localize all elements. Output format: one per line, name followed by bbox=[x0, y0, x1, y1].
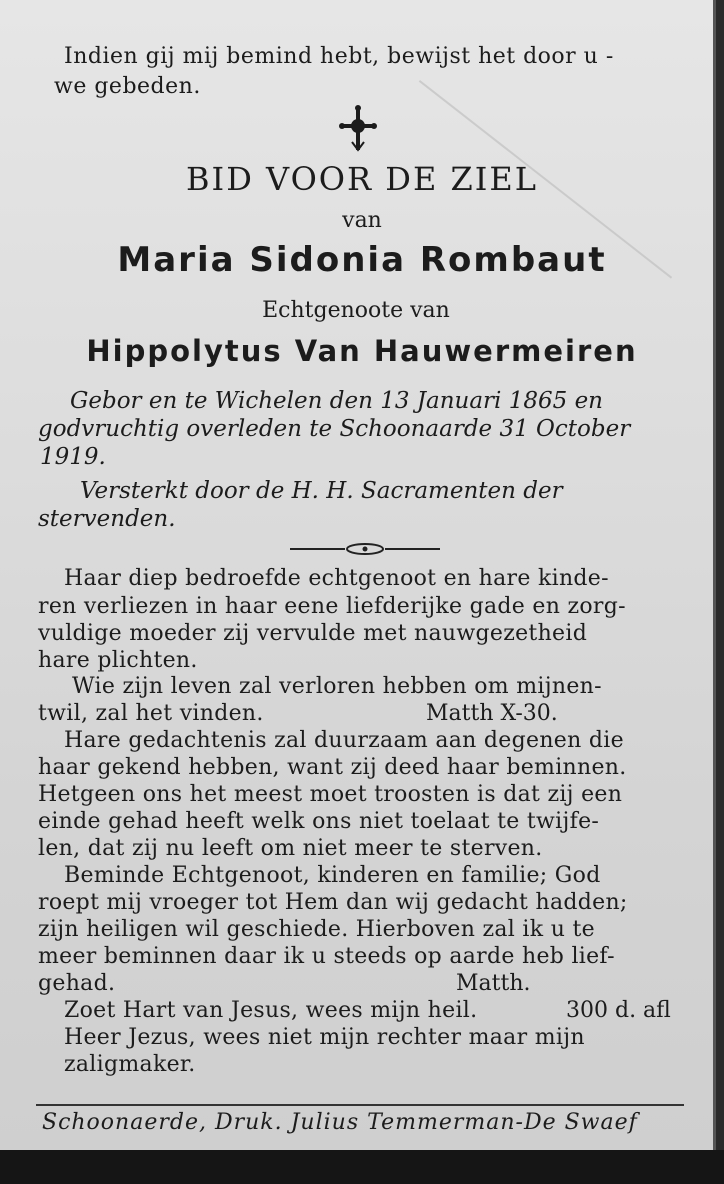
body-line-2: ren verliezen in haar eene liefderijke gade en zorg- bbox=[38, 594, 626, 619]
printer-footer: Schoonaerde, Druk. Julius Temmerman-De Swaef bbox=[42, 1110, 638, 1135]
birth-death-line-1: Gebor en te Wichelen den 13 Januari 1865 en bbox=[70, 388, 603, 414]
body-line-1: Haar diep bedroefde echtgenoot en hare kinde- bbox=[64, 566, 609, 591]
body-line-13: roept mij vroeger tot Hem dan wij gedacht hadden; bbox=[38, 890, 628, 915]
card-title: BID VOOR DE ZIEL bbox=[186, 160, 538, 198]
intro-line-2: we gebeden. bbox=[54, 74, 201, 99]
deceased-name: Maria Sidonia Rombaut bbox=[117, 240, 607, 280]
body-line-3: vuldige moeder zij vervulde met nauwgezetheid bbox=[38, 621, 588, 646]
sacraments-line-2: stervenden. bbox=[38, 506, 176, 532]
body-line-19: zaligmaker. bbox=[64, 1052, 196, 1077]
body-line-15: meer beminnen daar ik u steeds op aarde heb lief- bbox=[38, 944, 615, 969]
body-line-6: twil, zal het vinden. bbox=[38, 701, 264, 726]
footer-rule bbox=[36, 1104, 684, 1106]
body-line-14: zijn heiligen wil geschiede. Hierboven zal ik u te bbox=[38, 917, 595, 942]
body-line-5: Wie zijn leven zal verloren hebben om mijnen- bbox=[72, 674, 602, 699]
scan-bottom-edge bbox=[0, 1150, 724, 1184]
body-line-4: hare plichten. bbox=[38, 648, 198, 673]
body-line-11: len, dat zij nu leeft om niet meer te sterven. bbox=[38, 836, 543, 861]
indulgence-note: 300 d. afl bbox=[566, 998, 671, 1023]
birth-death-line-3: 1919. bbox=[40, 444, 106, 470]
body-line-10: einde gehad heeft welk ons niet toelaat te twijfe- bbox=[38, 809, 600, 834]
intro-line-1: Indien gij mij bemind hebt, bewijst het door u - bbox=[64, 44, 614, 69]
cross-ornament-icon bbox=[338, 104, 378, 152]
van-label: van bbox=[342, 208, 382, 233]
spouse-name: Hippolytus Van Hauwermeiren bbox=[86, 334, 638, 368]
body-line-12: Beminde Echtgenoot, kinderen en familie; God bbox=[64, 863, 601, 888]
ornamental-divider bbox=[290, 542, 440, 556]
body-line-16: gehad. bbox=[38, 971, 116, 996]
sacraments-line-1: Versterkt door de H. H. Sacramenten der bbox=[80, 478, 563, 504]
spouse-label: Echtgenoote van bbox=[262, 298, 450, 323]
birth-death-line-2: godvruchtig overleden te Schoonaarde 31 October bbox=[38, 416, 631, 442]
body-line-7: Hare gedachtenis zal duurzaam aan degenen die bbox=[64, 728, 624, 753]
body-line-18: Heer Jezus, wees niet mijn rechter maar mijn bbox=[64, 1025, 585, 1050]
matth-reference-1: Matth X-30. bbox=[426, 701, 558, 726]
body-line-17: Zoet Hart van Jesus, wees mijn heil. bbox=[64, 998, 478, 1023]
matth-reference-2: Matth. bbox=[456, 971, 531, 996]
body-line-9: Hetgeen ons het meest moet troosten is dat zij een bbox=[38, 782, 623, 807]
body-line-8: haar gekend hebben, want zij deed haar beminnen. bbox=[38, 755, 627, 780]
